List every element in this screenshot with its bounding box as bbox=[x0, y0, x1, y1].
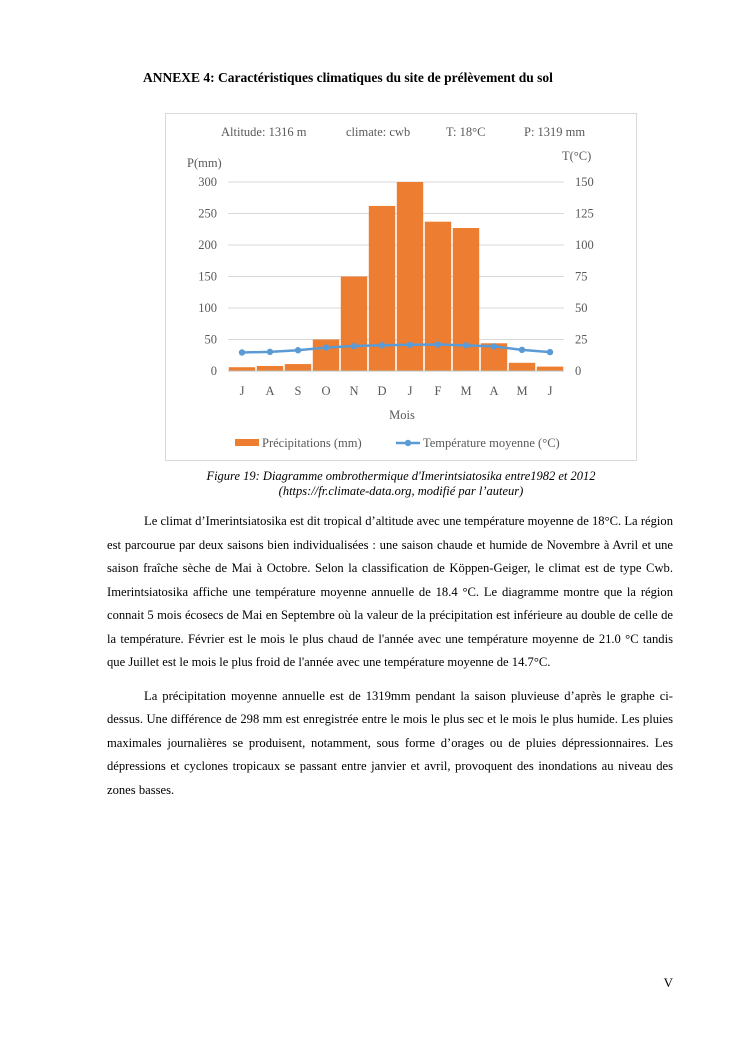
ombrothermic-chart bbox=[165, 113, 637, 461]
y-tick-left: 250 bbox=[198, 206, 217, 221]
temperature-point bbox=[295, 347, 301, 353]
page-number: V bbox=[663, 975, 673, 990]
precip-bar bbox=[537, 367, 563, 371]
y-tick-right: 75 bbox=[575, 269, 588, 284]
caption-line-2: (https://fr.climate-data.org, modifié par l’auteur) bbox=[278, 484, 524, 498]
y-tick-left: 200 bbox=[198, 238, 217, 252]
y-tick-right: 125 bbox=[575, 206, 594, 221]
legend-label-precipitation: Précipitations (mm) bbox=[262, 436, 362, 450]
header-temperature: T: 18°C bbox=[446, 125, 486, 139]
figure-caption bbox=[165, 469, 637, 499]
y-tick-left: 300 bbox=[198, 175, 217, 189]
x-tick-label: J bbox=[407, 384, 413, 398]
temperature-point bbox=[407, 342, 413, 348]
x-tick-label: A bbox=[489, 384, 499, 398]
x-tick-label: A bbox=[265, 384, 275, 398]
temperature-point bbox=[267, 349, 273, 355]
x-tick-label: O bbox=[321, 384, 331, 398]
legend-label-temperature: Température moyenne (°C) bbox=[423, 436, 560, 450]
x-tick-label: M bbox=[460, 384, 472, 398]
header-precipitation: P: 1319 mm bbox=[524, 125, 586, 139]
header-altitude: Altitude: 1316 m bbox=[221, 125, 307, 139]
precip-bar bbox=[257, 366, 283, 371]
x-axis-title: Mois bbox=[389, 408, 415, 422]
temperature-point bbox=[463, 342, 469, 348]
temperature-point bbox=[351, 343, 357, 349]
body-text bbox=[107, 510, 673, 812]
y-tick-left: 50 bbox=[204, 332, 217, 347]
y-tick-right: 0 bbox=[575, 364, 582, 378]
y-tick-right: 25 bbox=[575, 332, 588, 347]
paragraph-1: Le climat d’Imerintsiatosika est dit tropical d’altitude avec une température moyenne de 18°C. La région est parcourue par deux saisons bien individualisées : une saison chaude et humide de Novembre à Avril et une saison fraîche sèche de Mai à Octobre. Selon la classification de Köppen-Geiger, le climat est de type Cwb. Imerintsiatosika affiche une température moyenne annuelle de 18.4 °C. Le diagramme montre que la région connait 5 mois écosecs de Mai en Septembre où la valeur de la précipitation est inférieure au double de celle de la température. Février est le mois le plus chaud de l'année avec une température moyenne de 21.0 °C tandis que Juillet est le mois le plus froid de l'année avec une température moyenne de 14.7°C. bbox=[107, 514, 673, 669]
x-tick-label: J bbox=[547, 384, 553, 398]
temperature-point bbox=[547, 349, 553, 355]
precip-bar bbox=[313, 340, 339, 372]
y-axis-right-title: T(°C) bbox=[562, 149, 592, 163]
y-tick-right: 100 bbox=[575, 238, 594, 252]
x-tick-label: F bbox=[434, 384, 442, 398]
y-tick-right: 50 bbox=[575, 301, 588, 315]
precip-bar bbox=[425, 222, 451, 371]
y-axis-left-title: P(mm) bbox=[187, 156, 222, 170]
caption-line-1: Figure 19: Diagramme ombrothermique d'Imerintsiatosika entre1982 et 2012 bbox=[206, 469, 596, 483]
header-climate: climate: cwb bbox=[346, 125, 411, 139]
precip-bar bbox=[341, 277, 367, 372]
temperature-point bbox=[239, 349, 245, 355]
paragraph-2: La précipitation moyenne annuelle est de 1319mm pendant la saison pluvieuse d’après le graphe ci-dessus. Une différence de 298 mm est enregistrée entre le mois le plus sec et le mois le plus humide. Les pluies maximales journalières se produisent, notamment, sous forme d’orages ou de pluies dépressionnaires. Les dépressions et cyclones tropicaux se passant entre janvier et avril, provoquent des inondations au niveau des zones basses. bbox=[107, 688, 673, 797]
precip-bar bbox=[229, 367, 255, 371]
temperature-point bbox=[519, 347, 525, 353]
temperature-point bbox=[323, 344, 329, 350]
y-tick-left: 150 bbox=[198, 269, 217, 284]
precip-bar bbox=[453, 228, 479, 371]
precip-bar bbox=[285, 364, 311, 371]
annex-heading: ANNEXE 4: Caractéristiques climatiques du site de prélèvement du sol bbox=[143, 70, 553, 85]
temperature-point bbox=[435, 341, 441, 347]
x-tick-label: J bbox=[239, 384, 245, 398]
y-tick-left: 0 bbox=[210, 364, 217, 378]
y-tick-right: 150 bbox=[575, 175, 594, 189]
x-tick-label: S bbox=[294, 384, 302, 398]
legend-marker-temperature bbox=[405, 440, 411, 446]
precip-bar bbox=[509, 363, 535, 371]
x-tick-label: D bbox=[377, 384, 387, 398]
chart-canvas bbox=[166, 114, 638, 462]
legend-swatch-precipitation bbox=[235, 439, 259, 446]
temperature-point bbox=[491, 343, 497, 349]
x-tick-label: N bbox=[349, 384, 359, 398]
temperature-point bbox=[379, 342, 385, 348]
x-tick-label: M bbox=[516, 384, 528, 398]
y-tick-left: 100 bbox=[198, 301, 217, 315]
